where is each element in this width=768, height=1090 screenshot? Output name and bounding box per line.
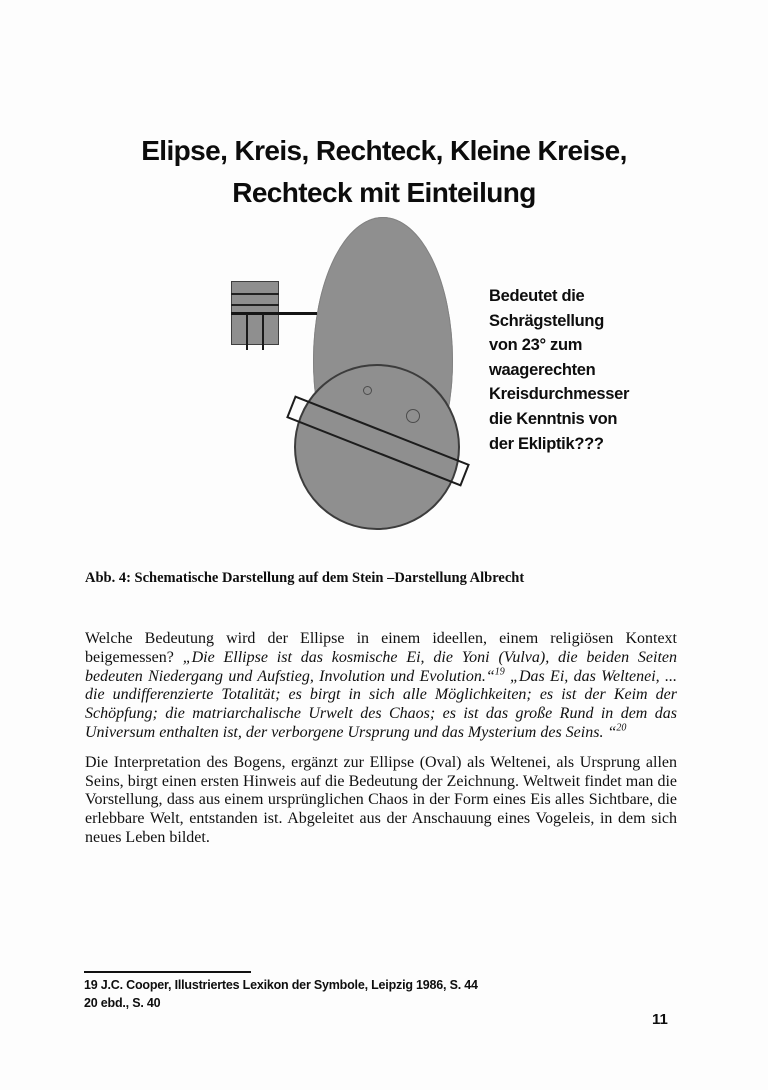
annotation-line: die Kenntnis von [489,409,618,428]
body-text [85,630,677,848]
annotation-line: Schrägstellung [489,311,604,330]
title-line-2: Rechteck mit Einteilung [232,177,536,208]
paragraph-1-quote-2: „Das Ei, das Weltenei, ... die undifferenzierte Totalität; es birgt in sich alle Möglichkeiten; es ist der Keim der Schöpfung; die matriarchalische Urwelt des Chaos; es ist das große Rund in dem das Universum enthalten ist, der verborgene Ursprung und das Mysterium des Seins. “ [85,667,677,741]
paragraph-1-quote-1: „Die Ellipse ist das kosmische Ei, die Yoni (Vulva), die beiden Seiten bedeuten Niedergang und Aufstieg, Involution und Evolution.“ [85,648,677,685]
divided-rectangle-hline-2 [231,304,279,306]
figure-caption: Abb. 4: Schematische Darstellung auf dem Stein –Darstellung Albrecht [85,570,525,586]
footnotes [84,977,644,1012]
connector-line [231,312,317,315]
page-number: 11 [652,1011,668,1028]
paragraph-2: Die Interpretation des Bogens, ergänzt zur Ellipse (Oval) als Weltenei, als Ursprung allen Seins, birgt einen ersten Hinweis auf die Bedeutung der Zeichnung. Weltweit findet man die Vorstellung, dass aus einem ursprünglichen Chaos in der Form eines Eis alles Sichtbare, die erlebbare Welt, entstanden ist. Abgeleitet aus der Anschauung eines Vogeleis, in dem sich neues Leben bildet. [85,753,677,846]
divided-rectangle-hline-1 [231,293,279,295]
paragraph-1 [85,630,677,743]
footnote-ref-19: 19 [494,666,505,678]
annotation-line: Kreisdurchmesser [489,385,630,404]
footnote-19: 19 J.C. Cooper, Illustriertes Lexikon der Symbole, Leipzig 1986, S. 44 [84,978,478,992]
figure-annotation [489,284,679,456]
small-circle-1 [363,386,372,395]
annotation-line: waagerechten [489,360,596,379]
footnote-20: 20 ebd., S. 40 [84,995,161,1010]
annotation-line: der Ekliptik??? [489,434,604,453]
divided-rectangle-vline-1 [246,314,248,350]
footnote-separator [84,971,251,973]
annotation-line: von 23° zum [489,336,583,355]
title-line-1: Elipse, Kreis, Rechteck, Kleine Kreise, [141,135,627,166]
footnote-ref-20: 20 [616,722,627,734]
annotation-line: Bedeutet die [489,287,585,305]
small-circle-2 [406,409,420,423]
paragraph-1-intro: Welche Bedeutung wird der Ellipse in einem ideellen, einem religiösen Kontext beigemessen? [85,630,677,666]
divided-rectangle-vline-2 [262,314,264,350]
